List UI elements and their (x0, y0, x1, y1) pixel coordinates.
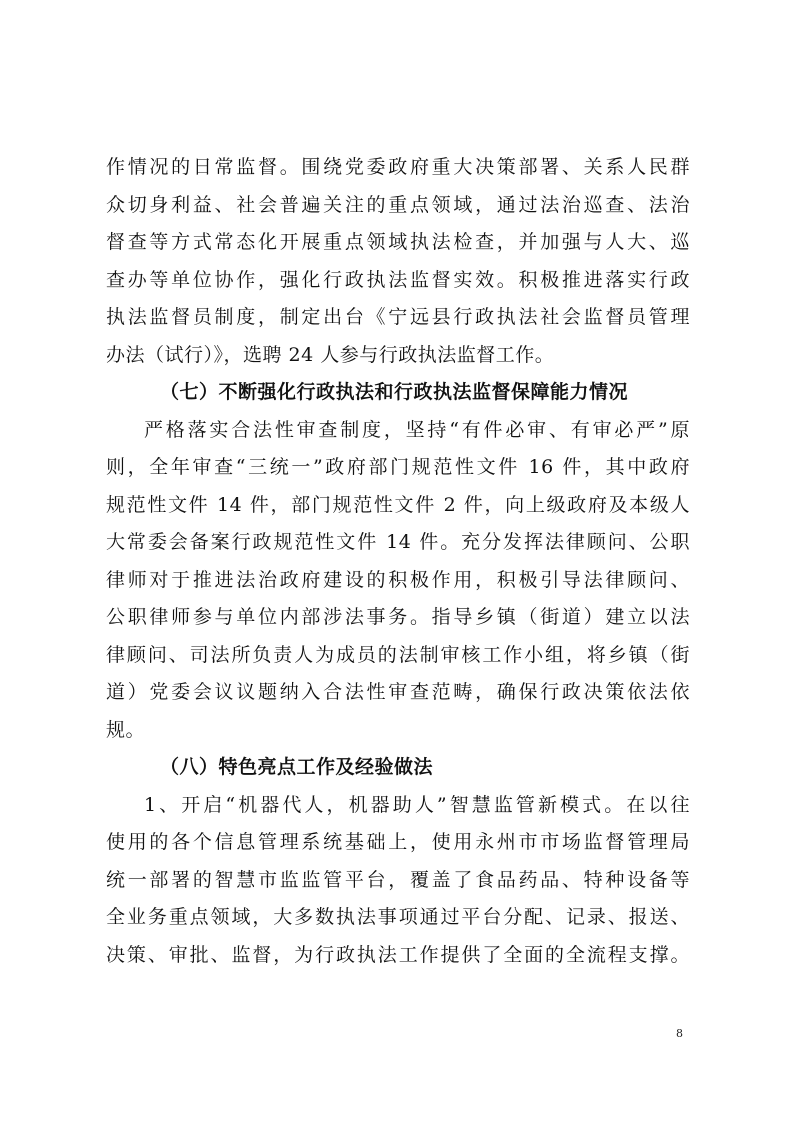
paragraph-line: 作情况的日常监督。围绕党委政府重大决策部署、关系人民群 (106, 156, 690, 178)
paragraph-line: 规范性文件 14 件，部门规范性文件 2 件，向上级政府及本级人 (106, 493, 690, 516)
paragraph-line: 决策、审批、监督，为行政执法工作提供了全面的全流程支撑。 (106, 943, 690, 966)
paragraph-line: 查办等单位协作，强化行政执法监督实效。积极推进落实行政 (106, 268, 690, 291)
paragraph-line: 公职律师参与单位内部涉法事务。指导乡镇（街道）建立以法 (106, 606, 690, 628)
paragraph-line: 律师对于推进法治政府建设的积极作用，积极引导法律顾问、 (106, 568, 690, 591)
paragraph-line: 1、开启“机器代人，机器助人”智慧监管新模式。在以往 (144, 793, 690, 816)
document-body (106, 149, 690, 974)
paragraph-line: 督查等方式常态化开展重点领域执法检查，并加强与人大、巡 (106, 231, 690, 253)
paragraph-line: 则，全年审查“三统一”政府部门规范性文件 16 件，其中政府 (106, 456, 690, 478)
paragraph-line: 执法监督员制度，制定出台《宁远县行政执法社会监督员管理 (106, 306, 690, 328)
paragraph-line: 办法（试行）》，选聘 24 人参与行政执法监督工作。 (106, 343, 555, 366)
paragraph-line: 规。 (106, 718, 146, 741)
section-heading-8: （八）特色亮点工作及经验做法 (160, 756, 434, 778)
paragraph-line: 众切身利益、社会普遍关注的重点领域，通过法治巡查、法治 (106, 193, 690, 216)
paragraph-line: 全业务重点领域，大多数执法事项通过平台分配、记录、报送、 (106, 906, 690, 928)
paragraph-line: 道）党委会议议题纳入合法性审查范畴，确保行政决策依法依 (106, 681, 690, 703)
paragraph-line: 律顾问、司法所负责人为成员的法制审核工作小组，将乡镇（街 (106, 643, 690, 666)
paragraph-line: 使用的各个信息管理系统基础上，使用永州市市场监督管理局 (106, 831, 690, 853)
paragraph-line: 统一部署的智慧市监监管平台，覆盖了食品药品、特种设备等 (106, 868, 690, 891)
section-heading-7: （七）不断强化行政执法和行政执法监督保障能力情况 (160, 381, 629, 403)
paragraph-line: 大常委会备案行政规范性文件 14 件。充分发挥法律顾问、公职 (106, 531, 690, 553)
page-number: 8 (676, 1027, 683, 1040)
paragraph-line: 严格落实合法性审查制度，坚持“有件必审、有审必严”原 (144, 418, 690, 441)
